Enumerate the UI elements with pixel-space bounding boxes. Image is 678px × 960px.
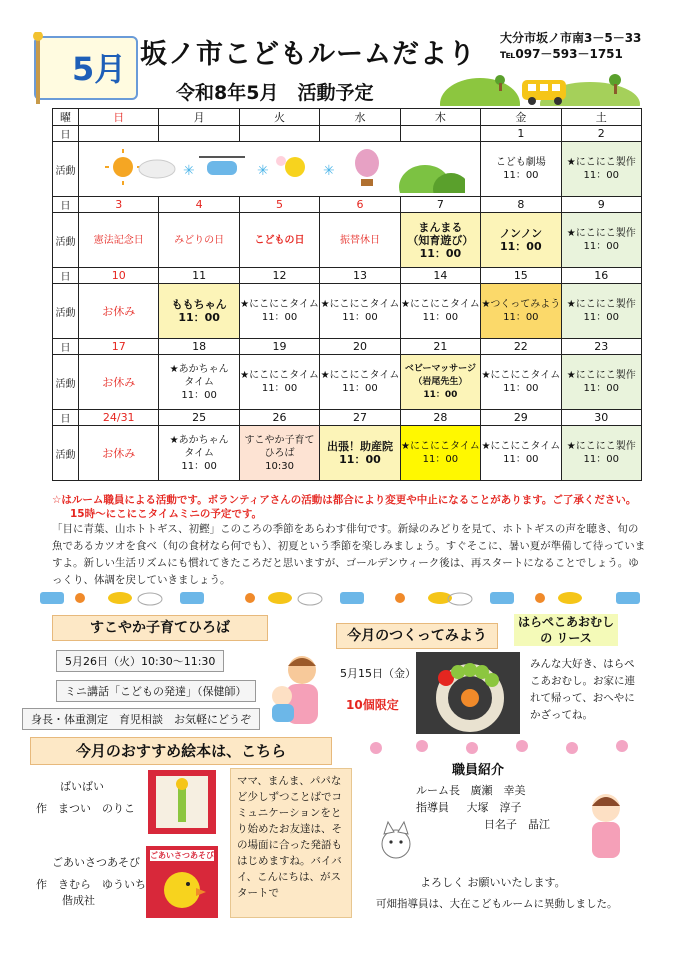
craft-title: 今月のつくってみよう (336, 623, 498, 649)
book1-title: ばいばい (60, 780, 104, 793)
date-cell: 29 (481, 410, 561, 426)
event-cell: 振替休日 (320, 213, 400, 268)
date-cell: 11 (159, 268, 239, 284)
date-cell: 6 (320, 197, 400, 213)
staff-role: ルーム長 (416, 784, 460, 797)
seasonal-message: 「目に青葉、山ホトトギス、初鰹」このころの季節をあらわす俳句です。新緑のみどりを見て、ホトトギスの声を聴き、旬の魚であるカツオを食べ（旬の食材なら何でも）、初夏という季節を楽しみましょう。すぐそこに、暑い夏が準備して待っていますよ。新しい生活リズムにも慣れてきたころだと思いますが、ゴールデンウィーク後は、再スタートになることでしょう。ゆっくり、体調を戻していきましょう。 (52, 523, 646, 586)
date-cell: 13 (320, 268, 400, 284)
date-cell: 25 (159, 410, 239, 426)
date-cell: 27 (320, 410, 400, 426)
date-cell: 7 (400, 197, 480, 213)
date-cell: 12 (239, 268, 319, 284)
date-cell (79, 126, 159, 142)
activity-label: 活動 (53, 213, 79, 268)
activity-row (53, 142, 642, 197)
hiroba-datetime: 5月26日（火）10:30～11:30 (56, 650, 224, 672)
staff-row (416, 782, 526, 799)
book2-cover (146, 846, 218, 918)
event-cell: ★あかちゃん タイム 11：00 (159, 355, 239, 410)
date-cell (320, 126, 400, 142)
svg-text:✳: ✳ (322, 162, 335, 179)
craft-name (514, 614, 618, 646)
book2-title: ごあいさつあそび (52, 856, 140, 869)
event-cell: ★にこにこ製作 11：00 (561, 284, 641, 339)
craft-date: 5月15日（金） (340, 667, 416, 680)
day-label: 日 (53, 339, 79, 355)
date-cell: 5 (239, 197, 319, 213)
event-cell: お休み (79, 284, 159, 339)
craft-description: みんな大好き、はらぺこあおむし。お家に連れて帰って、おへやにかざってね。 (530, 658, 635, 721)
date-cell: 26 (239, 410, 319, 426)
staff-name: 廣瀬 幸美 (470, 784, 526, 797)
month-banner (34, 36, 138, 100)
activity-row (53, 426, 642, 481)
event-cell: ノンノン 11：00 (481, 213, 561, 268)
date-cell: 20 (320, 339, 400, 355)
date-row (53, 339, 642, 355)
date-cell (400, 126, 480, 142)
date-cell: 4 (159, 197, 239, 213)
staff-title: 職員紹介 (452, 763, 505, 778)
date-cell (239, 126, 319, 142)
date-cell: 30 (561, 410, 641, 426)
cat-icon (376, 820, 416, 864)
craft-name-line1: はらぺこあおむし (517, 615, 614, 629)
date-cell: 21 (400, 339, 480, 355)
book1-cover (148, 770, 216, 834)
event-cell: ★にこにこタイム 11：00 (239, 355, 319, 410)
weekday-mon: 月 (159, 109, 239, 126)
staff-greeting: よろしく お願いいたします。 (420, 876, 566, 889)
event-cell: ★にこにこタイム 11：00 (481, 355, 561, 410)
phone: ℡097－593－1751 (500, 47, 623, 61)
day-label: 日 (53, 268, 79, 284)
header-label: 曜 (53, 109, 79, 126)
contact-info (500, 30, 641, 62)
staff-row (416, 799, 521, 816)
date-cell: 3 (79, 197, 159, 213)
date-row (53, 410, 642, 426)
book-description: ママ、まんま、パパなど少しずつことばでコミュニケーションをとり始めたお友達は、その場面に合った発語もはじめますね。バイバイ、こんにちは、がスタートで (230, 768, 352, 918)
event-cell: ★にこにこ製作 11：00 (561, 426, 641, 481)
staff-row (484, 816, 550, 833)
event-cell: ★にこにこタイム 11：00 (400, 426, 480, 481)
book2-author: 作 きむら ゆういち (36, 878, 146, 891)
date-row (53, 197, 642, 213)
date-cell (159, 126, 239, 142)
activity-row (53, 355, 642, 410)
event-cell: まんまる （知育遊び） 11：00 (400, 213, 480, 268)
address: 大分市坂ノ市南3－5－33 (500, 31, 642, 45)
activity-row (53, 213, 642, 268)
date-cell: 23 (561, 339, 641, 355)
activity-label: 活動 (53, 426, 79, 481)
event-cell: ★にこにこ製作 11：00 (561, 142, 641, 197)
date-cell: 24/31 (79, 410, 159, 426)
activity-label: 活動 (53, 142, 79, 197)
book2-cover-title: ごあいさつあそび (150, 851, 214, 860)
date-cell: 2 (561, 126, 641, 142)
date-cell: 15 (481, 268, 561, 284)
date-cell: 16 (561, 268, 641, 284)
event-cell: ももちゃん 11：00 (159, 284, 239, 339)
hiroba-title: すこやか子育てひろば (52, 615, 268, 641)
activity-row (53, 284, 642, 339)
event-cell: こども劇場 11：00 (481, 142, 561, 197)
book1-author: 作 まつい のりこ (36, 802, 135, 815)
craft-name-line2: の リース (540, 631, 592, 645)
event-cell: お休み (79, 426, 159, 481)
event-cell: お休み (79, 355, 159, 410)
month-label: 5月 (72, 50, 127, 88)
staff-transfer-note: 可畑指導員は、大在こどもルームに異動しました。 (376, 898, 618, 910)
event-cell: ★あかちゃん タイム 11：00 (159, 426, 239, 481)
weekday-fri: 金 (481, 109, 561, 126)
event-cell: 出張！助産院 11：00 (320, 426, 400, 481)
staff-name: 日名子 晶江 (484, 818, 550, 831)
event-cell: ★にこにこタイム 11：00 (400, 284, 480, 339)
date-cell: 28 (400, 410, 480, 426)
svg-text:✳: ✳ (182, 162, 195, 179)
event-cell: ★にこにこタイム 11：00 (320, 284, 400, 339)
newsletter-subtitle: 令和8年5月 活動予定 (176, 82, 374, 104)
date-cell: 10 (79, 268, 159, 284)
flower-garland-decoration (362, 738, 642, 758)
chick-icon (146, 864, 218, 916)
hiroba-items: 身長・体重測定 育児相談 お気軽にどうぞ (22, 708, 260, 730)
weekday-sat: 土 (561, 109, 641, 126)
books-title: 今月のおすすめ絵本は、こちら (30, 737, 332, 765)
event-cell: ★にこにこタイム 11：00 (320, 355, 400, 410)
event-cell: ベビーマッサージ （岩尾先生） 11：00 (400, 355, 480, 410)
date-cell: 22 (481, 339, 561, 355)
svg-text:✳: ✳ (256, 162, 269, 179)
spring-decor-illustration (95, 143, 465, 193)
date-cell: 1 (481, 126, 561, 142)
activity-label: 活動 (53, 355, 79, 410)
weekday-wed: 水 (320, 109, 400, 126)
day-label: 日 (53, 410, 79, 426)
event-cell: すこやか子育て ひろば 10:30 (239, 426, 319, 481)
event-cell: ★つくってみよう 11：00 (481, 284, 561, 339)
weekday-tue: 火 (239, 109, 319, 126)
event-cell: こどもの日 (239, 213, 319, 268)
event-cell: みどりの日 (159, 213, 239, 268)
staff-role: 指導員 (416, 801, 449, 814)
week1-illustrations (79, 142, 481, 197)
event-cell: ★にこにこ製作 11：00 (561, 355, 641, 410)
event-cell: ★にこにこタイム 11：00 (239, 284, 319, 339)
event-cell: 憲法記念日 (79, 213, 159, 268)
date-cell: 9 (561, 197, 641, 213)
event-cell: ★にこにこ製作 11：00 (561, 213, 641, 268)
hills-bus-illustration (440, 66, 650, 106)
date-cell: 18 (159, 339, 239, 355)
book2-publisher: 偕成社 (62, 894, 95, 907)
day-label: 日 (53, 197, 79, 213)
date-cell: 8 (481, 197, 561, 213)
weekday-sun: 日 (79, 109, 159, 126)
date-row (53, 126, 642, 142)
date-cell: 14 (400, 268, 480, 284)
date-cell: 17 (79, 339, 159, 355)
notice-mini-time: 15時～にこにこタイムミニの予定です。 (70, 508, 263, 520)
date-row (53, 268, 642, 284)
weekday-thu: 木 (400, 109, 480, 126)
hiroba-talk: ミニ講話「こどもの発達」（保健師） (56, 680, 256, 702)
carp-streamer-decoration (40, 588, 640, 610)
date-cell: 19 (239, 339, 319, 355)
event-cell: ★にこにこタイム 11：00 (481, 426, 561, 481)
flagpole-icon (32, 32, 44, 104)
newsletter-title: 坂ノ市こどもルームだより (140, 39, 476, 70)
staff-girl-illustration (576, 790, 636, 866)
activity-label: 活動 (53, 284, 79, 339)
craft-limit: 10個限定 (346, 698, 399, 712)
staff-name: 大塚 淳子 (466, 801, 522, 814)
weekday-header-row (53, 109, 642, 126)
activity-calendar (52, 108, 642, 481)
mother-baby-illustration (264, 652, 328, 732)
caterpillar-wreath-photo (416, 652, 520, 734)
notice-volunteer: ☆はルーム職員による活動です。ボランティアさんの活動は都合により変更や中止になることがあります。ご了承ください。 (52, 494, 637, 506)
day-label: 日 (53, 126, 79, 142)
